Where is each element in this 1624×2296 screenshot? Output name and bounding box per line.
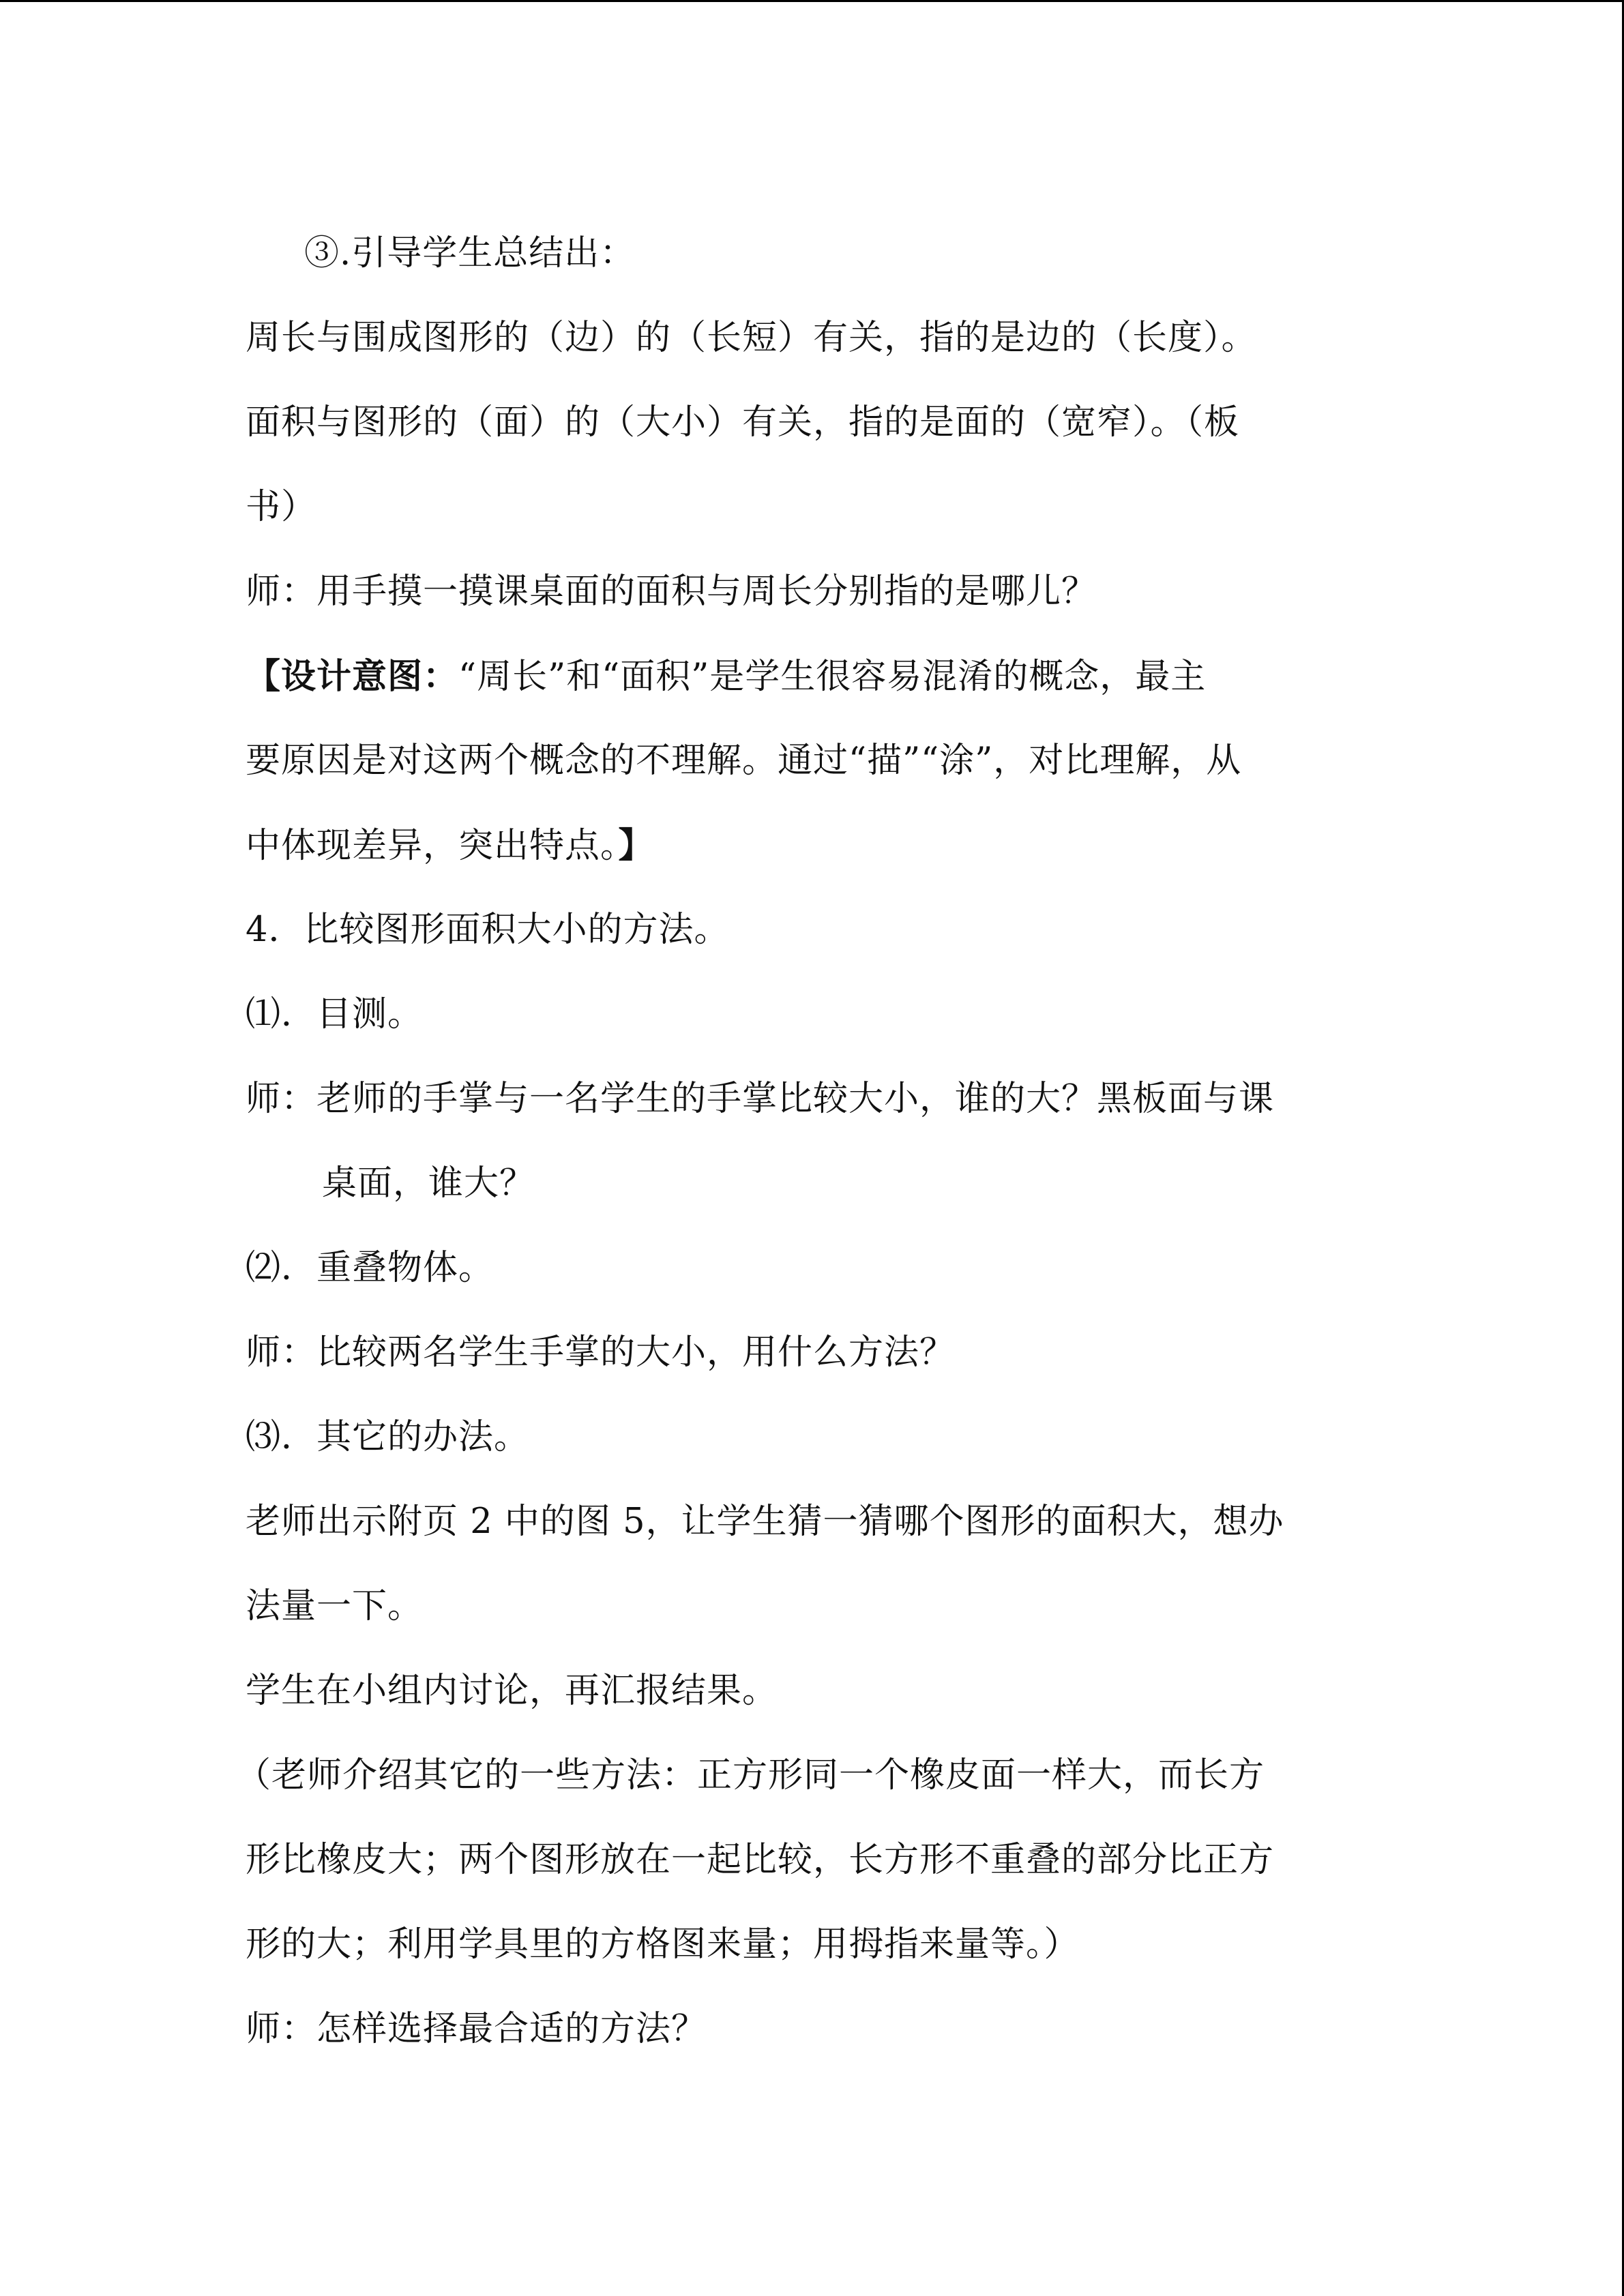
design-intent-text-3: 中体现差异，突出特点。	[246, 826, 619, 866]
design-intent-text-1: “周长”和“面积”是学生很容易混淆的概念，最主	[458, 657, 1207, 697]
text-line-teacher-shows-figure-cont: 法量一下。	[246, 1586, 424, 1626]
method-3-other: ⑶．其它的办法。	[246, 1417, 530, 1457]
document-body	[236, 211, 1364, 2072]
text-line-group-discussion: 学生在小组内讨论，再汇报结果。	[246, 1671, 778, 1711]
text-line-teacher-compare-palms: 师：比较两名学生手掌的大小，用什么方法？	[246, 1332, 956, 1373]
text-line-area-definition-cont: 书）	[246, 487, 317, 527]
text-line-teacher-question-desk: 师：用手摸一摸课桌面的面积与周长分别指的是哪儿？	[246, 571, 1097, 612]
text-line-area-definition: 面积与图形的（面）的（大小）有关，指的是面的（宽窄）。（板	[246, 402, 1240, 443]
method-1-visual: ⑴．目测。	[246, 994, 424, 1034]
page-border-top	[0, 0, 1624, 2]
text-line-teacher-note-2: 形比橡皮大；两个图形放在一起比较，长方形不重叠的部分比正方	[246, 1840, 1275, 1880]
design-intent-label: 【设计意图：	[246, 656, 459, 697]
section-heading-compare-methods: 4．比较图形面积大小的方法。	[246, 910, 730, 950]
text-line-teacher-best-method: 师：怎样选择最合适的方法？	[246, 2009, 707, 2049]
design-intent-line-2: 要原因是对这两个概念的不理解。通过“描”“涂”，对比理解，从	[246, 741, 1242, 781]
text-line-teacher-palm-question: 师：老师的手掌与一名学生的手掌比较大小，谁的大？黑板面与课	[246, 1079, 1275, 1119]
text-line-teacher-note-1: （老师介绍其它的一些方法：正方形同一个橡皮面一样大，而长方	[236, 1755, 1265, 1795]
design-intent-close: 】	[618, 825, 654, 866]
text-line-teacher-note-3: 形的大；利用学具里的方格图来量；用拇指来量等。）	[246, 1924, 1080, 1965]
text-line-summary-heading: ③.引导学生总结出：	[304, 233, 636, 273]
text-line-teacher-shows-figure: 老师出示附页 2 中的图 5，让学生猜一猜哪个图形的面积大，想办	[246, 1502, 1284, 1542]
method-2-overlap: ⑵．重叠物体。	[246, 1248, 494, 1288]
design-intent-line-1	[246, 634, 1364, 719]
text-line-perimeter-definition: 周长与围成图形的（边）的（长短）有关，指的是边的（长度）。	[246, 318, 1257, 358]
design-intent-line-3	[246, 803, 1364, 888]
text-line-teacher-palm-question-cont: 桌面，谁大？	[322, 1163, 535, 1204]
